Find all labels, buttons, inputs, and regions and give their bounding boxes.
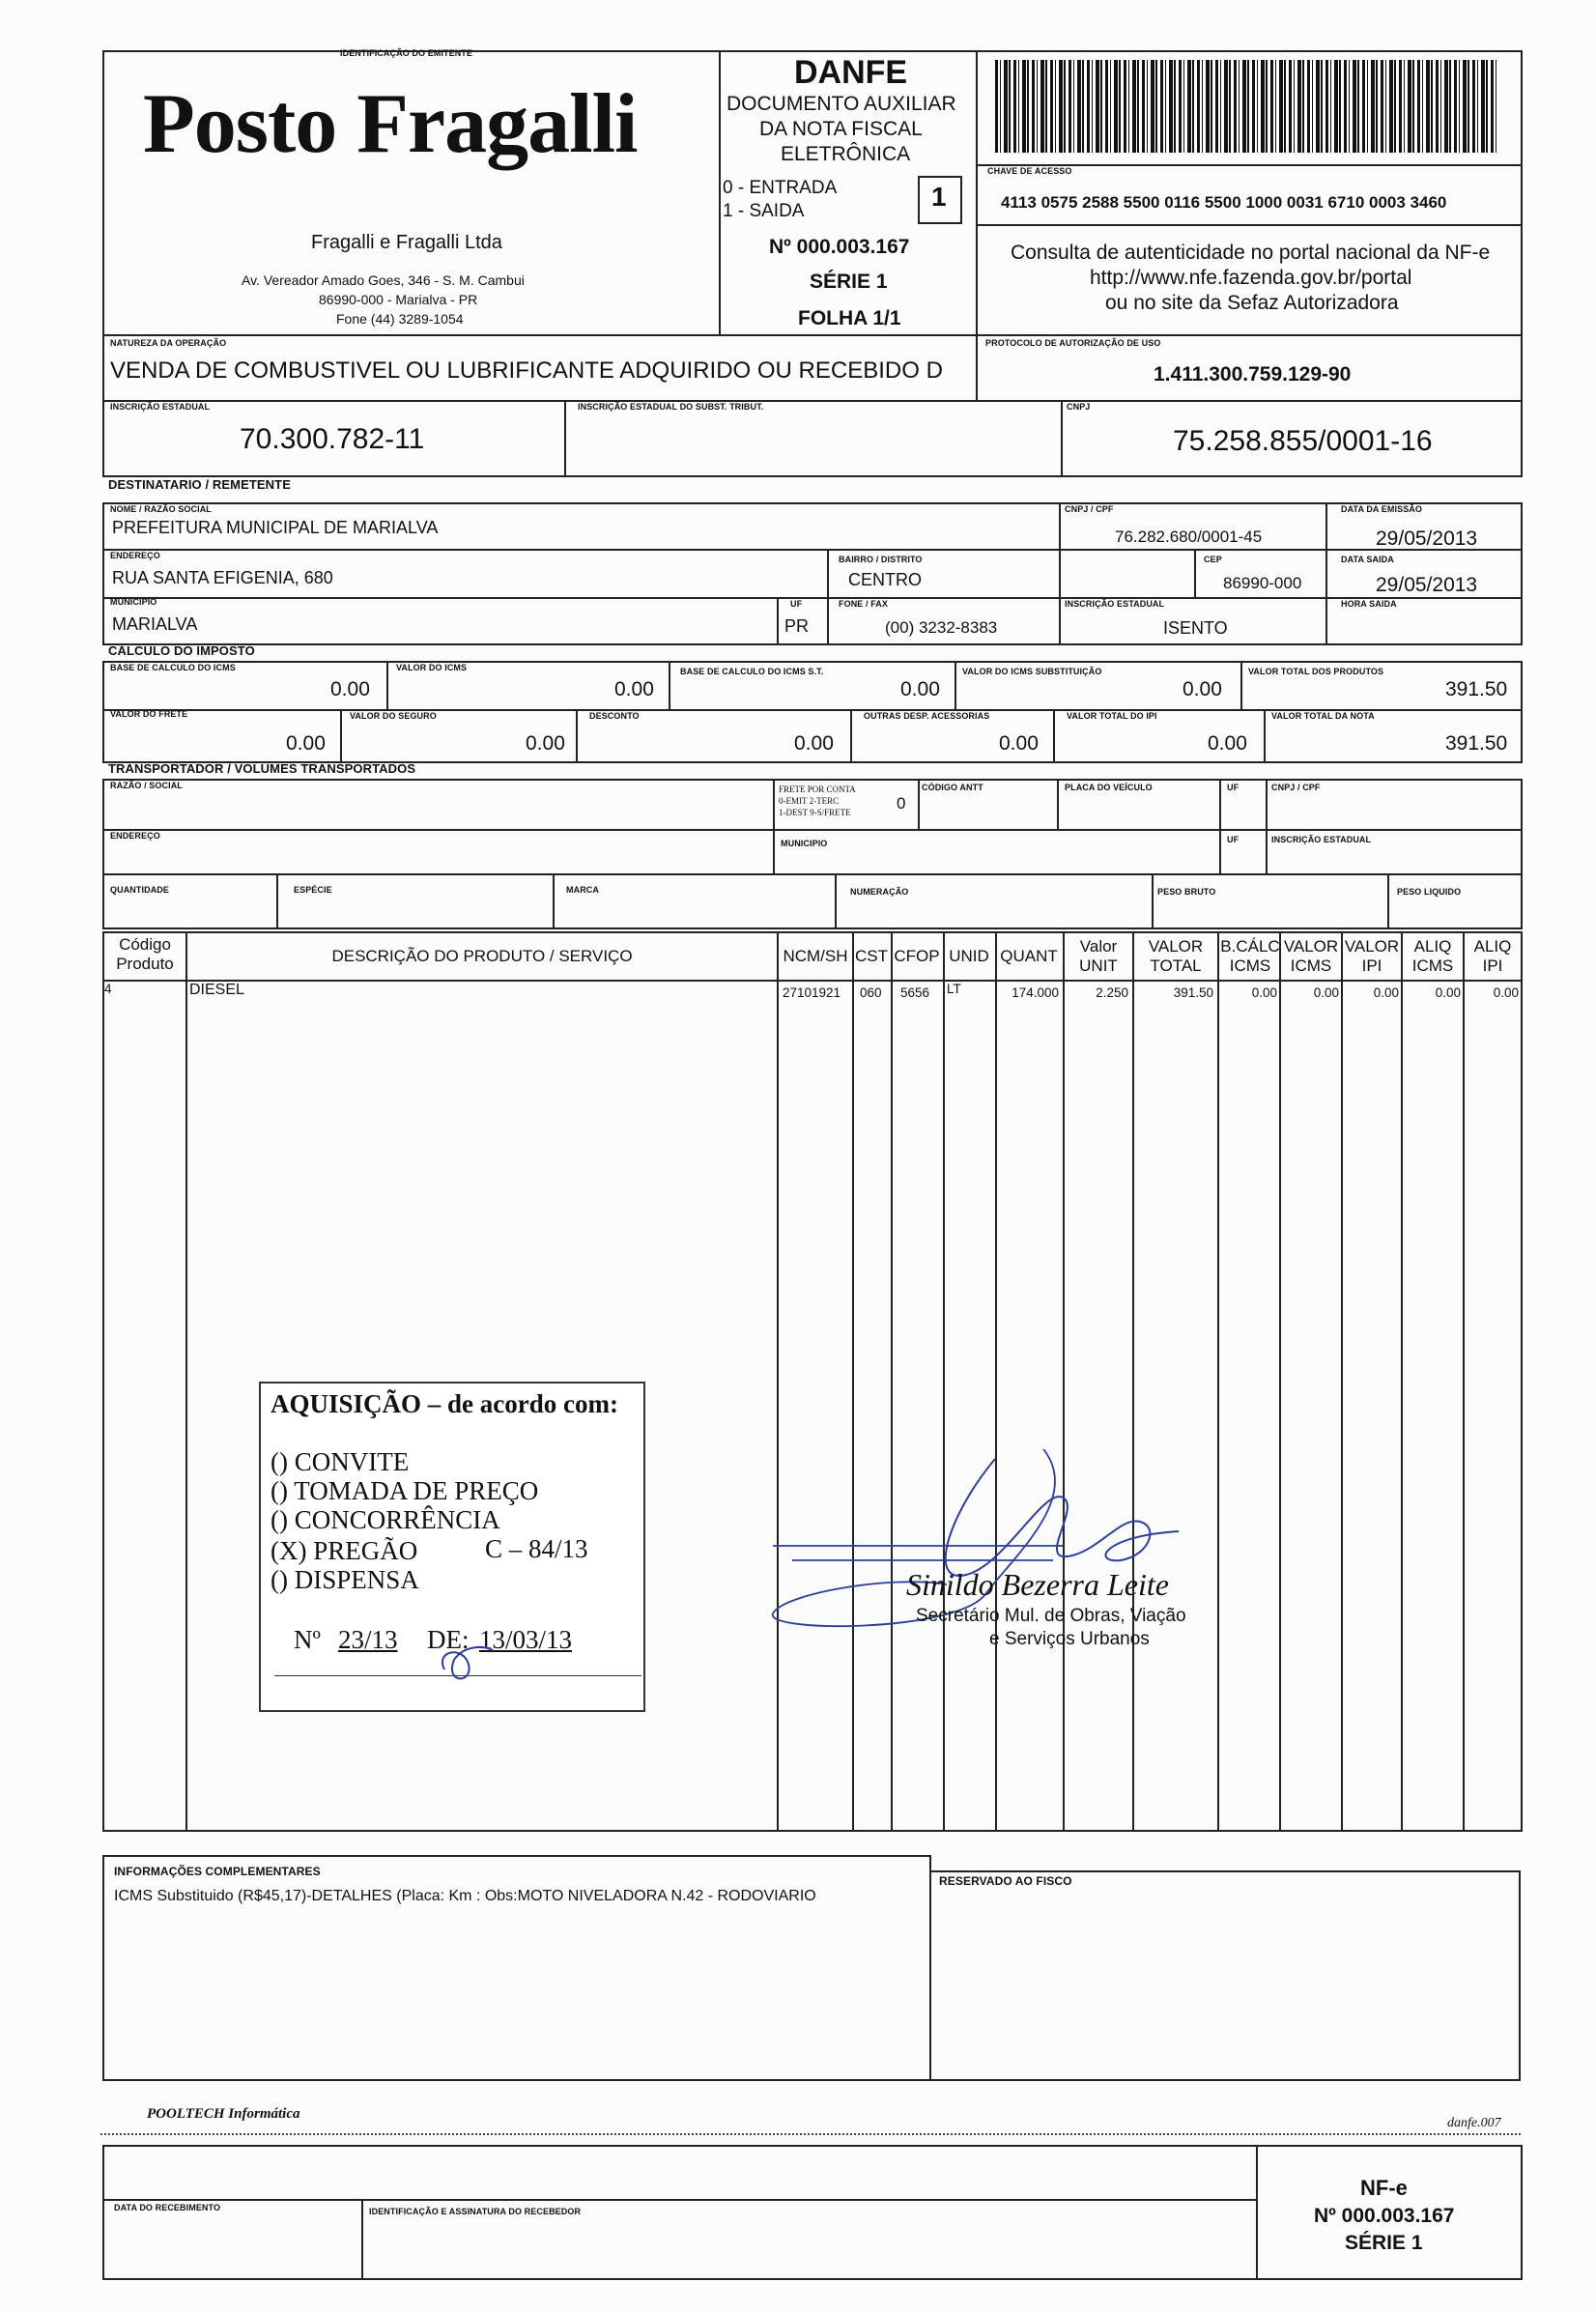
row0-vunit: 2.250 bbox=[1096, 985, 1128, 1000]
transp-peso-bruto-label: PESO BRUTO bbox=[1157, 887, 1216, 897]
bc-icms-label: BASE DE CALCULO DO ICMS bbox=[110, 663, 236, 672]
transp-placa-label: PLACA DO VEÍCULO bbox=[1065, 783, 1153, 792]
emitente-logo: Posto Fragalli bbox=[143, 77, 638, 171]
ipi: 0.00 bbox=[1208, 732, 1247, 755]
danfe-title: DANFE bbox=[794, 54, 908, 91]
dest-cnpj-label: CNPJ / CPF bbox=[1065, 504, 1114, 514]
pc-5 bbox=[943, 931, 945, 1832]
info-value: ICMS Substituido (R$45,17)-DETALHES (Placa: Km : Obs:MOTO NIVELADORA N.42 - RODOVIARIO bbox=[114, 1888, 816, 1904]
pc-12 bbox=[1401, 931, 1403, 1832]
consulta-line1: Consulta de autenticidade no portal nacional da NF-e bbox=[1011, 242, 1491, 264]
transp-row2 bbox=[102, 873, 1523, 875]
transp-municipio-label: MUNICIPIO bbox=[781, 839, 828, 848]
transp-qtd-label: QUANTIDADE bbox=[110, 885, 169, 895]
transp-especie-label: ESPÉCIE bbox=[294, 885, 332, 895]
th-descricao: DESCRIÇÃO DO PRODUTO / SERVIÇO bbox=[331, 947, 633, 965]
ie-label: INSCRIÇÃO ESTADUAL bbox=[110, 402, 211, 412]
imp-v4 bbox=[1240, 661, 1242, 709]
pc-6 bbox=[995, 931, 997, 1832]
v-prod: 391.50 bbox=[1445, 678, 1508, 700]
outras-label: OUTRAS DESP. ACESSORIAS bbox=[864, 711, 990, 721]
th-aipi: ALIQ IPI bbox=[1473, 937, 1512, 975]
danfe-entrada: 0 - ENTRADA bbox=[723, 178, 838, 198]
dest-v4 bbox=[777, 597, 779, 645]
protocolo-value: 1.411.300.759.129-90 bbox=[1154, 363, 1352, 385]
dest-emissao: 29/05/2013 bbox=[1376, 528, 1478, 550]
row0-vipi: 0.00 bbox=[1373, 985, 1399, 1000]
transp-peso-liq-label: PESO LIQUIDO bbox=[1397, 887, 1462, 897]
row0-vtotal: 391.50 bbox=[1173, 985, 1213, 1000]
aquisicao-stamp bbox=[259, 1382, 645, 1712]
transp-marca-label: MARCA bbox=[566, 885, 599, 895]
row0-unid: LT bbox=[947, 982, 961, 996]
tr-v4 bbox=[1219, 779, 1221, 873]
transp-frete-val: 0 bbox=[897, 794, 906, 813]
recebimento-label: DATA DO RECEBIMENTO bbox=[114, 2203, 221, 2212]
pc-3 bbox=[852, 931, 854, 1832]
transp-uf-label: UF bbox=[1227, 783, 1240, 792]
v-icms-label: VALOR DO ICMS bbox=[396, 663, 468, 672]
stamp-l2: () TOMADA DE PREÇO bbox=[271, 1476, 539, 1505]
desconto: 0.00 bbox=[794, 732, 834, 755]
dest-municipio: MARIALVA bbox=[112, 614, 198, 634]
emitente-section-label: IDENTIFICAÇÃO DO EMITENTE bbox=[340, 48, 472, 58]
pc-9 bbox=[1217, 931, 1219, 1832]
stamp-num: 23/13 bbox=[338, 1625, 398, 1654]
natureza-value: VENDA DE COMBUSTIVEL OU LUBRIFICANTE ADQUIRIDO OU RECEBIDO D bbox=[110, 357, 943, 384]
dest-fone: (00) 3232-8383 bbox=[885, 618, 998, 637]
dest-v1 bbox=[1059, 502, 1061, 645]
stamp-de: 13/03/13 bbox=[479, 1625, 573, 1654]
fisco-box bbox=[929, 1870, 1521, 2081]
emitente-fone: Fone (44) 3289-1054 bbox=[336, 311, 464, 327]
dest-hora-label: HORA SAIDA bbox=[1341, 599, 1397, 609]
pc-10 bbox=[1279, 931, 1281, 1832]
v-st: 0.00 bbox=[1183, 678, 1222, 700]
dest-row2 bbox=[102, 597, 1523, 599]
row0-bcicms: 0.00 bbox=[1251, 985, 1277, 1000]
dest-nome-label: NOME / RAZÃO SOCIAL bbox=[110, 504, 212, 514]
row0-descricao: DIESEL bbox=[189, 982, 244, 998]
dest-row1 bbox=[102, 549, 1523, 551]
barcode bbox=[995, 60, 1497, 153]
consulta-line3: ou no site da Sefaz Autorizadora bbox=[1105, 292, 1399, 314]
canhoto-serie: SÉRIE 1 bbox=[1345, 2232, 1423, 2254]
dest-ie: ISENTO bbox=[1163, 618, 1228, 638]
row0-cfop: 5656 bbox=[900, 985, 930, 1000]
ie-value: 70.300.782-11 bbox=[240, 423, 425, 455]
cut-line bbox=[100, 2133, 1521, 2135]
row0-cst: 060 bbox=[860, 985, 882, 1000]
canhoto-row bbox=[102, 2199, 1256, 2201]
ipi-label: VALOR TOTAL DO IPI bbox=[1067, 711, 1157, 721]
danfe-sub1: DOCUMENTO AUXILIAR bbox=[727, 93, 956, 115]
dest-bairro-label: BAIRRO / DISTRITO bbox=[839, 555, 923, 564]
imp-v1 bbox=[386, 661, 388, 709]
cnpj-label: CNPJ bbox=[1067, 402, 1091, 412]
stamp-initials bbox=[425, 1641, 522, 1689]
th-aicms: ALIQ ICMS bbox=[1411, 937, 1454, 975]
imp-v6 bbox=[576, 709, 578, 763]
seguro-label: VALOR DO SEGURO bbox=[350, 711, 437, 721]
transp-section: TRANSPORTADOR / VOLUMES TRANSPORTADOS bbox=[108, 761, 416, 776]
canhoto-v1 bbox=[361, 2199, 363, 2280]
th-cfop: CFOP bbox=[894, 947, 940, 965]
danfe-folha: FOLHA 1/1 bbox=[798, 307, 901, 329]
stamp-l4b: C – 84/13 bbox=[485, 1534, 588, 1563]
dest-cep-label: CEP bbox=[1204, 555, 1222, 564]
protocolo-label: PROTOCOLO DE AUTORIZAÇÃO DE USO bbox=[985, 338, 1161, 348]
th-unid: UNID bbox=[949, 947, 989, 965]
dest-v5 bbox=[1194, 549, 1196, 597]
pc-11 bbox=[1341, 931, 1343, 1832]
emitente-endereco: Av. Vereador Amado Goes, 346 - S. M. Cambui bbox=[242, 272, 525, 288]
dest-endereco-label: ENDEREÇO bbox=[110, 551, 160, 560]
transp-frete-l1: FRETE POR CONTA bbox=[779, 785, 856, 794]
transp-cnpj-label: CNPJ / CPF bbox=[1271, 783, 1321, 792]
row0-aicms: 0.00 bbox=[1435, 985, 1461, 1000]
tr-v10 bbox=[1387, 873, 1389, 929]
bc-st-label: BASE DE CALCULO DO ICMS S.T. bbox=[680, 667, 824, 676]
cnpj-value: 75.258.855/0001-16 bbox=[1173, 425, 1433, 457]
stamp-l3: () CONCORRÊNCIA bbox=[271, 1505, 500, 1534]
stamp-l1: () CONVITE bbox=[271, 1447, 410, 1476]
row0-quant: 174.000 bbox=[1012, 985, 1059, 1000]
stamp-num-label: Nº bbox=[294, 1625, 321, 1654]
chave-divider-2 bbox=[976, 224, 1523, 226]
tr-v3 bbox=[1057, 779, 1059, 829]
natureza-label: NATUREZA DA OPERAÇÃO bbox=[110, 338, 227, 348]
row0-codigo: 4 bbox=[104, 982, 112, 996]
dest-v3 bbox=[827, 549, 829, 645]
dest-emissao-label: DATA DA EMISSÃO bbox=[1341, 504, 1422, 514]
dest-bairro: CENTRO bbox=[848, 570, 922, 589]
tr-v9 bbox=[1152, 873, 1154, 929]
transp-frete-l2: 0-EMIT 2-TERC bbox=[779, 796, 840, 806]
pc-4 bbox=[891, 931, 893, 1832]
chave-label: CHAVE DE ACESSO bbox=[987, 166, 1072, 176]
danfe-serie: SÉRIE 1 bbox=[810, 271, 888, 293]
row0-ncm: 27101921 bbox=[783, 985, 841, 1000]
danfe-saida: 1 - SAIDA bbox=[723, 201, 805, 221]
th-codigo: Código Produto bbox=[116, 935, 174, 973]
transp-endereco-label: ENDEREÇO bbox=[110, 831, 160, 841]
chave-value: 4113 0575 2588 5500 0116 5500 1000 0031 6710 0003 3460 bbox=[1001, 193, 1447, 212]
dest-saida: 29/05/2013 bbox=[1376, 574, 1478, 596]
th-cst: CST bbox=[855, 947, 888, 965]
pc-13 bbox=[1463, 931, 1465, 1832]
transp-frete-l3: 1-DEST 9-S/FRETE bbox=[779, 808, 851, 817]
tr-v8 bbox=[835, 873, 837, 929]
stamp-l4: (X) PREGÃO bbox=[271, 1536, 418, 1565]
dest-section: DESTINATARIO / REMETENTE bbox=[108, 477, 291, 492]
imp-v3 bbox=[955, 661, 956, 709]
dest-municipio-label: MUNICIPIO bbox=[110, 597, 157, 607]
th-ncm: NCM/SH bbox=[783, 947, 848, 965]
dest-uf: PR bbox=[784, 616, 810, 636]
canhoto-numero: Nº 000.003.167 bbox=[1314, 2205, 1455, 2227]
th-bcicms: B.CÁLC ICMS bbox=[1220, 937, 1280, 975]
dest-uf-label: UF bbox=[790, 599, 803, 609]
dest-cep: 86990-000 bbox=[1223, 574, 1302, 592]
transp-row1 bbox=[102, 829, 1523, 831]
v-icms: 0.00 bbox=[614, 678, 654, 700]
iest-label: INSCRIÇÃO ESTADUAL DO SUBST. TRIBUT. bbox=[578, 402, 764, 412]
recebedor-label: IDENTIFICAÇÃO E ASSINATURA DO RECEBEDOR bbox=[369, 2207, 582, 2216]
nota-label: VALOR TOTAL DA NOTA bbox=[1271, 711, 1375, 721]
seguro: 0.00 bbox=[526, 732, 565, 755]
stamp-title: AQUISIÇÃO – de acordo com: bbox=[271, 1389, 618, 1418]
v-st-label: VALOR DO ICMS SUBSTITUIÇÃO bbox=[962, 667, 1102, 676]
stamp-l5: () DISPENSA bbox=[271, 1565, 419, 1594]
canhoto-box bbox=[102, 2145, 1523, 2280]
transp-uf2-label: UF bbox=[1227, 835, 1240, 844]
dest-ie-label: INSCRIÇÃO ESTADUAL bbox=[1065, 599, 1165, 609]
th-vicms: VALOR ICMS bbox=[1283, 937, 1339, 975]
nota: 391.50 bbox=[1445, 732, 1508, 755]
outras: 0.00 bbox=[999, 732, 1039, 755]
th-vipi: VALOR IPI bbox=[1344, 937, 1400, 975]
imp-v7 bbox=[850, 709, 852, 763]
danfe-tipo: 1 bbox=[931, 182, 947, 212]
dest-endereco: RUA SANTA EFIGENIA, 680 bbox=[112, 568, 333, 587]
imposto-section: CÁLCULO DO IMPOSTO bbox=[108, 643, 255, 658]
imp-v8 bbox=[1053, 709, 1055, 763]
fisco-label: RESERVADO AO FISCO bbox=[939, 1874, 1072, 1888]
signature-cargo1: Secretário Mul. de Obras, Viação bbox=[916, 1606, 1186, 1626]
tr-v2 bbox=[918, 779, 920, 829]
row0-aipi: 0.00 bbox=[1493, 985, 1519, 1000]
pc-7 bbox=[1063, 931, 1065, 1832]
frete: 0.00 bbox=[286, 732, 326, 755]
th-quant: QUANT bbox=[1000, 947, 1058, 965]
v-prod-label: VALOR TOTAL DOS PRODUTOS bbox=[1248, 667, 1384, 676]
dest-v2 bbox=[1325, 502, 1327, 645]
bc-icms: 0.00 bbox=[330, 678, 370, 700]
pc-2 bbox=[777, 931, 779, 1832]
pooltech-label: POOLTECH Informática bbox=[147, 2106, 300, 2122]
dest-cnpj: 76.282.680/0001-45 bbox=[1115, 528, 1263, 546]
signature-cargo2: e Serviços Urbanos bbox=[989, 1629, 1150, 1649]
transp-antt-label: CÓDIGO ANTT bbox=[922, 783, 983, 792]
produtos-header-line bbox=[102, 980, 1523, 982]
imp-v5 bbox=[340, 709, 342, 763]
signature-name: Sinildo Bezerra Leite bbox=[906, 1567, 1169, 1602]
frete-label: VALOR DO FRETE bbox=[110, 709, 188, 719]
emitente-cidade: 86990-000 - Marialva - PR bbox=[319, 292, 478, 307]
stamp-de-label: DE: bbox=[427, 1625, 470, 1654]
emitente-razao: Fragalli e Fragalli Ltda bbox=[311, 232, 502, 253]
transp-ie-label: INSCRIÇÃO ESTADUAL bbox=[1271, 835, 1372, 844]
canhoto-nfe: NF-e bbox=[1360, 2176, 1408, 2200]
th-vunit: Valor UNIT bbox=[1079, 937, 1118, 975]
canhoto-v2 bbox=[1256, 2145, 1258, 2280]
danfe-sub3: ELETRÔNICA bbox=[781, 143, 911, 165]
th-vtotal: VALOR TOTAL bbox=[1148, 937, 1204, 975]
dest-nome: PREFEITURA MUNICIPAL DE MARIALVA bbox=[112, 518, 439, 537]
pc-8 bbox=[1132, 931, 1134, 1832]
danfe-code: danfe.007 bbox=[1447, 2116, 1501, 2130]
info-label: INFORMAÇÕES COMPLEMENTARES bbox=[114, 1865, 321, 1878]
transp-razao-label: RAZÃO / SOCIAL bbox=[110, 781, 183, 790]
desconto-label: DESCONTO bbox=[589, 711, 640, 721]
danfe-numero: Nº 000.003.167 bbox=[769, 236, 910, 258]
dest-saida-label: DATA SAIDA bbox=[1341, 555, 1394, 564]
consulta-line2: http://www.nfe.fazenda.gov.br/portal bbox=[1090, 267, 1412, 289]
iest-box bbox=[564, 400, 1063, 477]
dest-fone-label: FONE / FAX bbox=[839, 599, 889, 609]
tr-v1 bbox=[773, 779, 775, 873]
danfe-sub2: DA NOTA FISCAL bbox=[759, 118, 923, 140]
row0-vicms: 0.00 bbox=[1313, 985, 1339, 1000]
pc-1 bbox=[185, 931, 187, 1832]
tr-v6 bbox=[276, 873, 278, 929]
tr-v7 bbox=[553, 873, 555, 929]
imp-v9 bbox=[1264, 709, 1266, 763]
tr-v5 bbox=[1266, 779, 1268, 873]
imp-v2 bbox=[669, 661, 670, 709]
bc-st: 0.00 bbox=[900, 678, 940, 700]
transp-numeracao-label: NUMERAÇÃO bbox=[850, 887, 909, 897]
